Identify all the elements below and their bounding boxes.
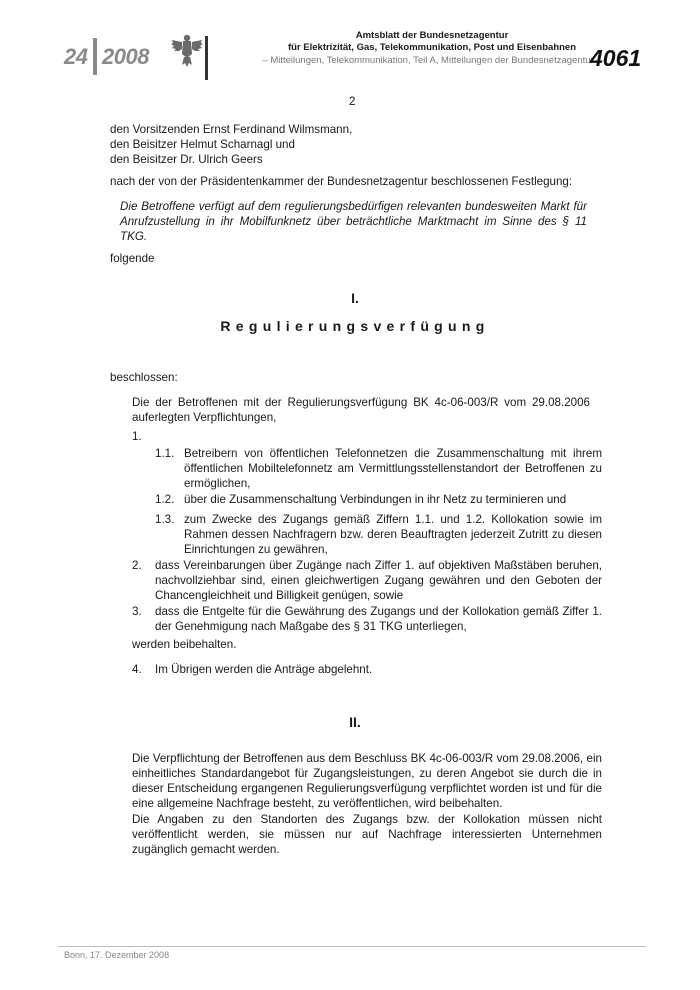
item3-number: 3. bbox=[132, 605, 142, 618]
sub-item-text: über die Zusammenschaltung Verbindungen in ihr Netz zu terminieren und bbox=[184, 493, 567, 506]
chamber-members bbox=[110, 122, 590, 167]
sub-item-text: Betreibern von öffentlichen Telefonnetzen die Zusammenschaltung mit ihrem öffentlichen Mobiltelefonnetz am Vermittlungsstellenstandort der Betroffenen zu ermöglichen, bbox=[184, 447, 602, 490]
sub-item-number: 1.1. bbox=[155, 447, 175, 460]
document-page-number: 2 bbox=[349, 95, 356, 108]
section1-heading: I. bbox=[351, 290, 359, 306]
retained-text: werden beibehalten. bbox=[132, 638, 237, 651]
item2-number: 2. bbox=[132, 559, 142, 572]
item3-text: dass die Entgelte für die Gewährung des Zugangs und der Kollokation gemäß Ziffer 1. der Genehmigung nach Maßgabe des § 31 TKG unterliegen, bbox=[155, 605, 602, 633]
sub-item-text: zum Zwecke des Zugangs gemäß Ziffern 1.1. und 1.2. Kollokation sowie im Rahmen dessen Nachfragern bzw. deren Beauftragten jederzeit Zutritt zu diesen Einrichtungen zu gewähren, bbox=[184, 513, 602, 556]
footer-rule bbox=[58, 946, 646, 947]
item4-text: Im Übrigen werden die Anträge abgelehnt. bbox=[155, 663, 373, 676]
chamber-member-1: den Beisitzer Helmut Scharnagl und bbox=[110, 138, 295, 151]
header-divider bbox=[205, 36, 208, 80]
intro-text: nach der von der Präsidentenkammer der Bundesnetzagentur beschlossenen Festlegung: bbox=[110, 175, 573, 188]
section2-paragraph-1: Die Verpflichtung der Betroffenen aus dem Beschluss BK 4c-06-003/R vom 29.08.2006, ein einheitliches Standardangebot für Zugangsleistungen, zu deren Angebot sie durch die in dieser Entscheidung ergangenen Regulierungsverfügung verpflichtet worden ist und für die eine allgemeine Nachfrage besteht, zu veröffentlichen, wird beibehalten. bbox=[132, 752, 602, 810]
gazette-title-line1: Amtsblatt der Bundesnetzagentur bbox=[355, 30, 509, 41]
sub-item-number: 1.2. bbox=[155, 493, 175, 506]
issue-year: 2008 bbox=[102, 44, 149, 69]
section1-title: Regulierungsverfügung bbox=[220, 318, 490, 334]
item1-label: 1. bbox=[132, 430, 142, 443]
gazette-title-line2: für Elektrizität, Gas, Telekommunikation, Post und Eisenbahnen bbox=[287, 42, 577, 53]
item4-number: 4. bbox=[132, 663, 142, 676]
gazette-title bbox=[214, 30, 650, 54]
section2-paragraph-2: Die Angaben zu den Standorten des Zugangs bzw. der Kollokation müssen nicht veröffentlicht werden, sie müssen nur auf Nachfrage interessierten Unternehmen zugänglich gemacht werden. bbox=[132, 813, 602, 856]
folgende-text: folgende bbox=[110, 252, 155, 265]
federal-eagle-icon bbox=[170, 32, 204, 68]
issue-separator bbox=[93, 38, 97, 75]
sub-item-number: 1.3. bbox=[155, 513, 175, 526]
chamber-member-2: den Beisitzer Dr. Ulrich Geers bbox=[110, 153, 263, 166]
footer-date: Bonn, 17. Dezember 2008 bbox=[64, 950, 170, 960]
gazette-page-number: 4061 bbox=[590, 45, 642, 71]
issue-num: 24 bbox=[64, 44, 88, 69]
chamber-chair: den Vorsitzenden Ernst Ferdinand Wilmsmann, bbox=[110, 123, 353, 136]
item2-text: dass Vereinbarungen über Zugänge nach Ziffer 1. auf objektiven Maßstäben beruhen, nachvollziehbar sind, einen gleichwertigen Zugang gewähren und den Geboten der Chancengleichheit und Billigkeit genügen, sowie bbox=[155, 559, 602, 602]
gazette-subtitle: – Mitteilungen, Telekommunikation, Teil A, Mitteilungen der Bundesnetzagentur – bbox=[262, 55, 602, 66]
resolved-text: beschlossen: bbox=[110, 371, 178, 384]
obligations-lead: Die der Betroffenen mit der Regulierungsverfügung BK 4c-06-003/R vom 29.08.2006 auferlegten Verpflichtungen, bbox=[132, 396, 590, 424]
section2-heading: II. bbox=[349, 714, 361, 730]
determination-text: Die Betroffene verfügt auf dem regulierungsbedürfigen relevanten bundesweiten Markt für Anrufzustellung in ihr Mobilfunknetz über beträchtliche Marktmacht im Sinne des § 11 TKG. bbox=[120, 200, 587, 243]
